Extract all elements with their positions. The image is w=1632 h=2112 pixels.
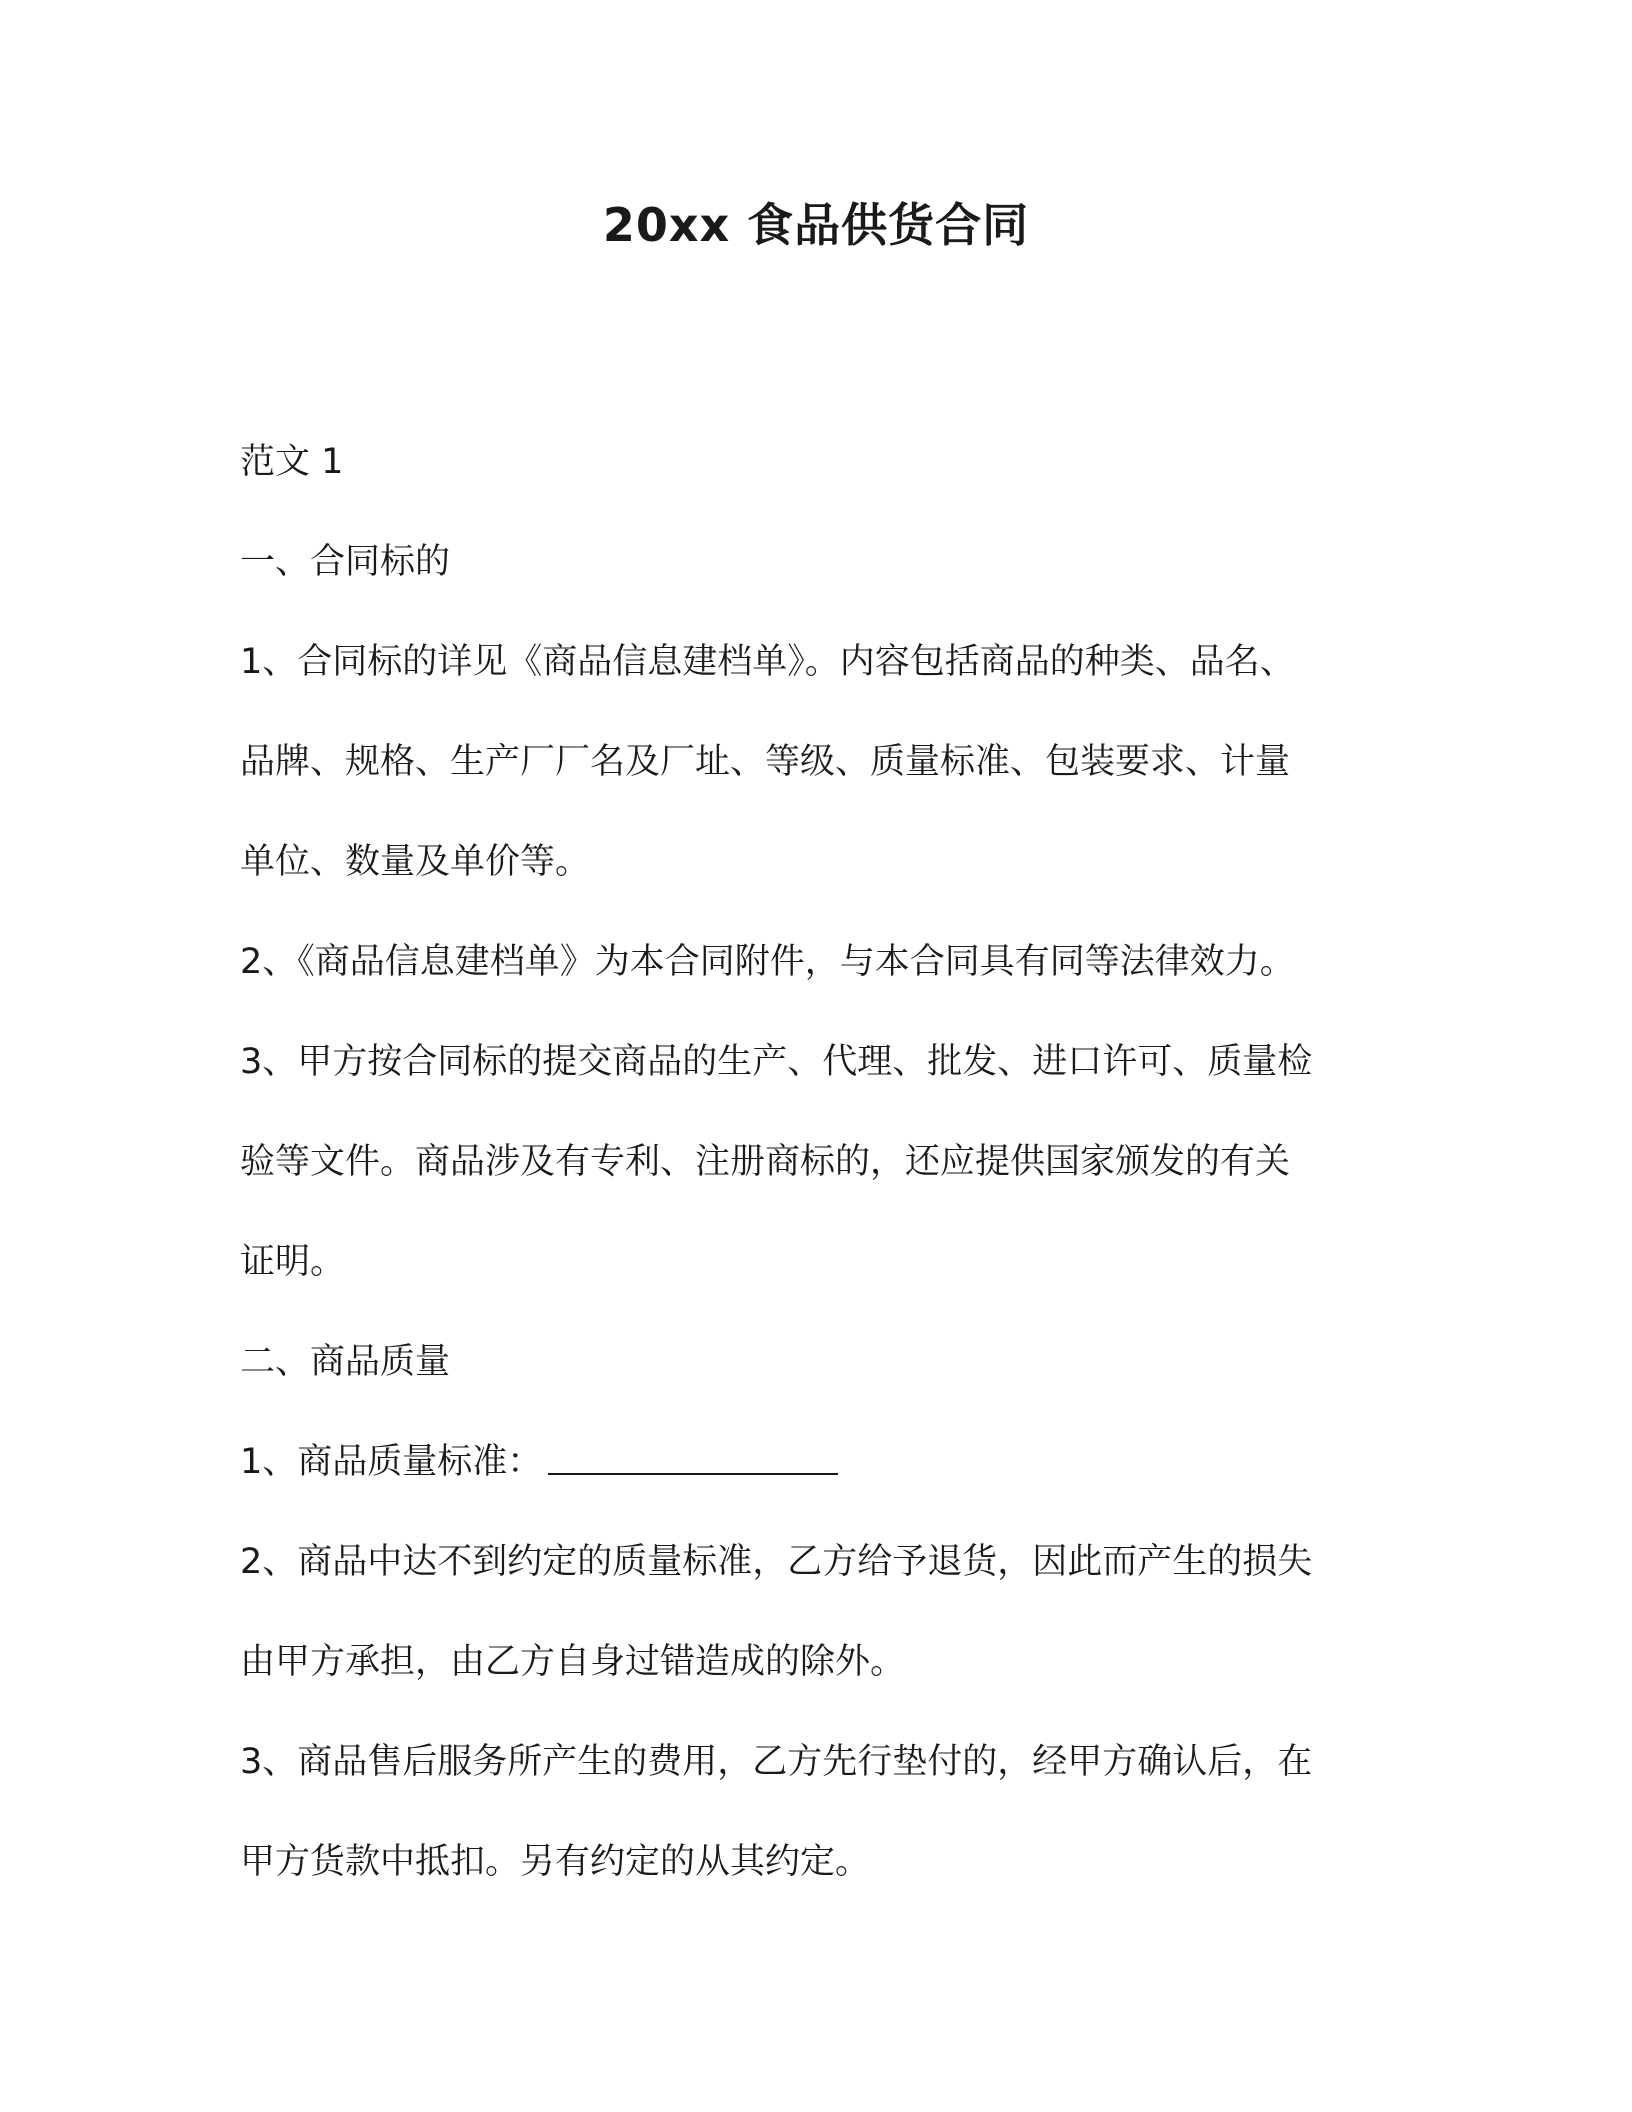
document-title: 20xx 食品供货合同 bbox=[602, 198, 1030, 252]
paragraph-line: 1、合同标的详见《商品信息建档单》。内容包括商品的种类、品名、 bbox=[240, 642, 1295, 682]
paragraph-line: 3、商品售后服务所产生的费用，乙方先行垫付的，经甲方确认后，在 bbox=[240, 1742, 1313, 1782]
paragraph-line: 2、商品中达不到约定的质量标准，乙方给予退货，因此而产生的损失 bbox=[240, 1542, 1313, 1582]
section-heading-1: 一、合同标的 bbox=[240, 542, 451, 582]
sample-label: 范文 1 bbox=[240, 442, 344, 482]
paragraph-line: 品牌、规格、生产厂厂名及厂址、等级、质量标准、包装要求、计量 bbox=[240, 742, 1291, 782]
paragraph-line: 证明。 bbox=[240, 1242, 346, 1282]
section-heading-2: 二、商品质量 bbox=[240, 1342, 451, 1382]
paragraph-line: 单位、数量及单价等。 bbox=[240, 842, 591, 882]
paragraph-line: 甲方货款中抵扣。另有约定的从其约定。 bbox=[240, 1842, 871, 1882]
paragraph-line: 3、甲方按合同标的提交商品的生产、代理、批发、进口许可、质量检 bbox=[240, 1042, 1313, 1082]
paragraph-line: 2、《商品信息建档单》为本合同附件，与本合同具有同等法律效力。 bbox=[240, 942, 1295, 982]
paragraph-line: 验等文件。商品涉及有专利、注册商标的，还应提供国家颁发的有关 bbox=[240, 1142, 1291, 1182]
quality-standard-line bbox=[240, 1412, 1390, 1512]
fill-in-blank bbox=[548, 1433, 838, 1475]
quality-standard-label: 1、商品质量标准： bbox=[240, 1442, 543, 1482]
document-body bbox=[240, 412, 1390, 1912]
paragraph-line: 由甲方承担，由乙方自身过错造成的除外。 bbox=[240, 1642, 906, 1682]
